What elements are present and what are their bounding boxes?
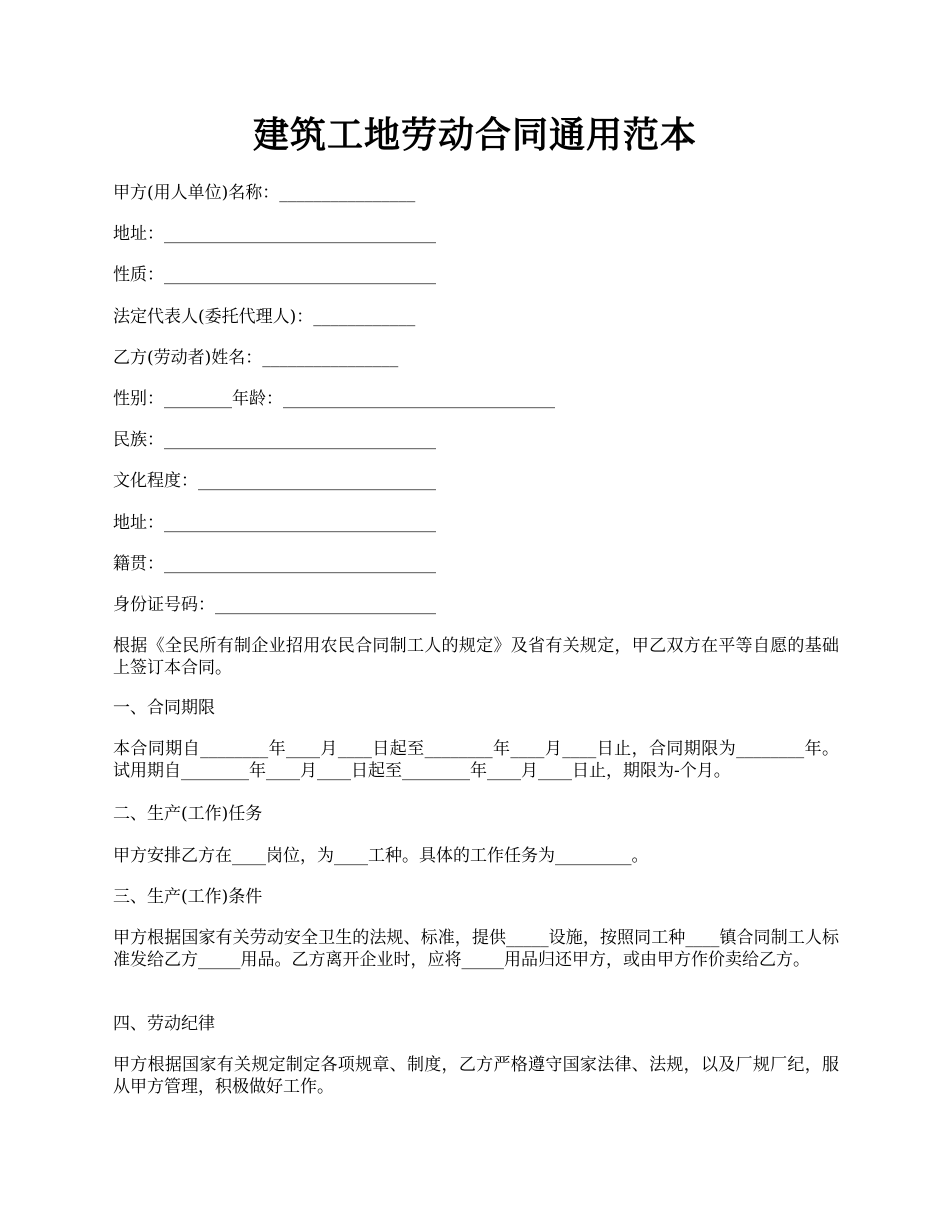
- field-employer-nature: 性质：________________________________: [113, 265, 436, 285]
- field-gender-age: 性别：________年龄：________________________________: [113, 389, 555, 409]
- section-heading: 三、生产(工作)条件: [113, 887, 263, 907]
- field-id-number: 身份证号码：__________________________: [113, 595, 436, 615]
- section-body: 甲方根据国家有关劳动安全卫生的法规、标准，提供_____设施，按照同工种____镇合同制工人标准发给乙方_____用品。乙方离开企业时，应将_____用品归还甲方，或由甲方作价卖给乙方。: [113, 928, 839, 970]
- section-body: 甲方安排乙方在____岗位，为____工种。具体的工作任务为_________。: [113, 846, 649, 866]
- document-title: 建筑工地劳动合同通用范本: [252, 114, 697, 156]
- section-heading: 四、劳动纪律: [113, 1014, 215, 1034]
- field-employee-address: 地址：________________________________: [113, 513, 436, 533]
- field-legal-representative: 法定代表人(委托代理人)：____________: [113, 307, 416, 327]
- field-native-place: 籍贯：________________________________: [113, 554, 436, 574]
- field-employee-name: 乙方(劳动者)姓名：________________: [113, 348, 399, 368]
- section-heading: 一、合同期限: [113, 698, 215, 718]
- intro-paragraph: 根据《全民所有制企业招用农民合同制工人的规定》及省有关规定，甲乙双方在平等自愿的基础上签订本合同。: [113, 636, 839, 678]
- section-body: 本合同期自________年____月____日起至________年____月____日止，合同期限为________年。试用期自________年____月____日起至________年____月____日止，期限为-个月。: [113, 739, 839, 781]
- section-body: 甲方根据国家有关规定制定各项规章、制度，乙方严格遵守国家法律、法规，以及厂规厂纪，服从甲方管理，积极做好工作。: [113, 1055, 839, 1097]
- field-ethnicity: 民族：________________________________: [113, 430, 436, 450]
- field-education: 文化程度：____________________________: [113, 471, 436, 491]
- field-employer-name: 甲方(用人单位)名称：________________: [113, 183, 416, 203]
- section-heading: 二、生产(工作)任务: [113, 804, 263, 824]
- field-employer-address: 地址：________________________________: [113, 224, 436, 244]
